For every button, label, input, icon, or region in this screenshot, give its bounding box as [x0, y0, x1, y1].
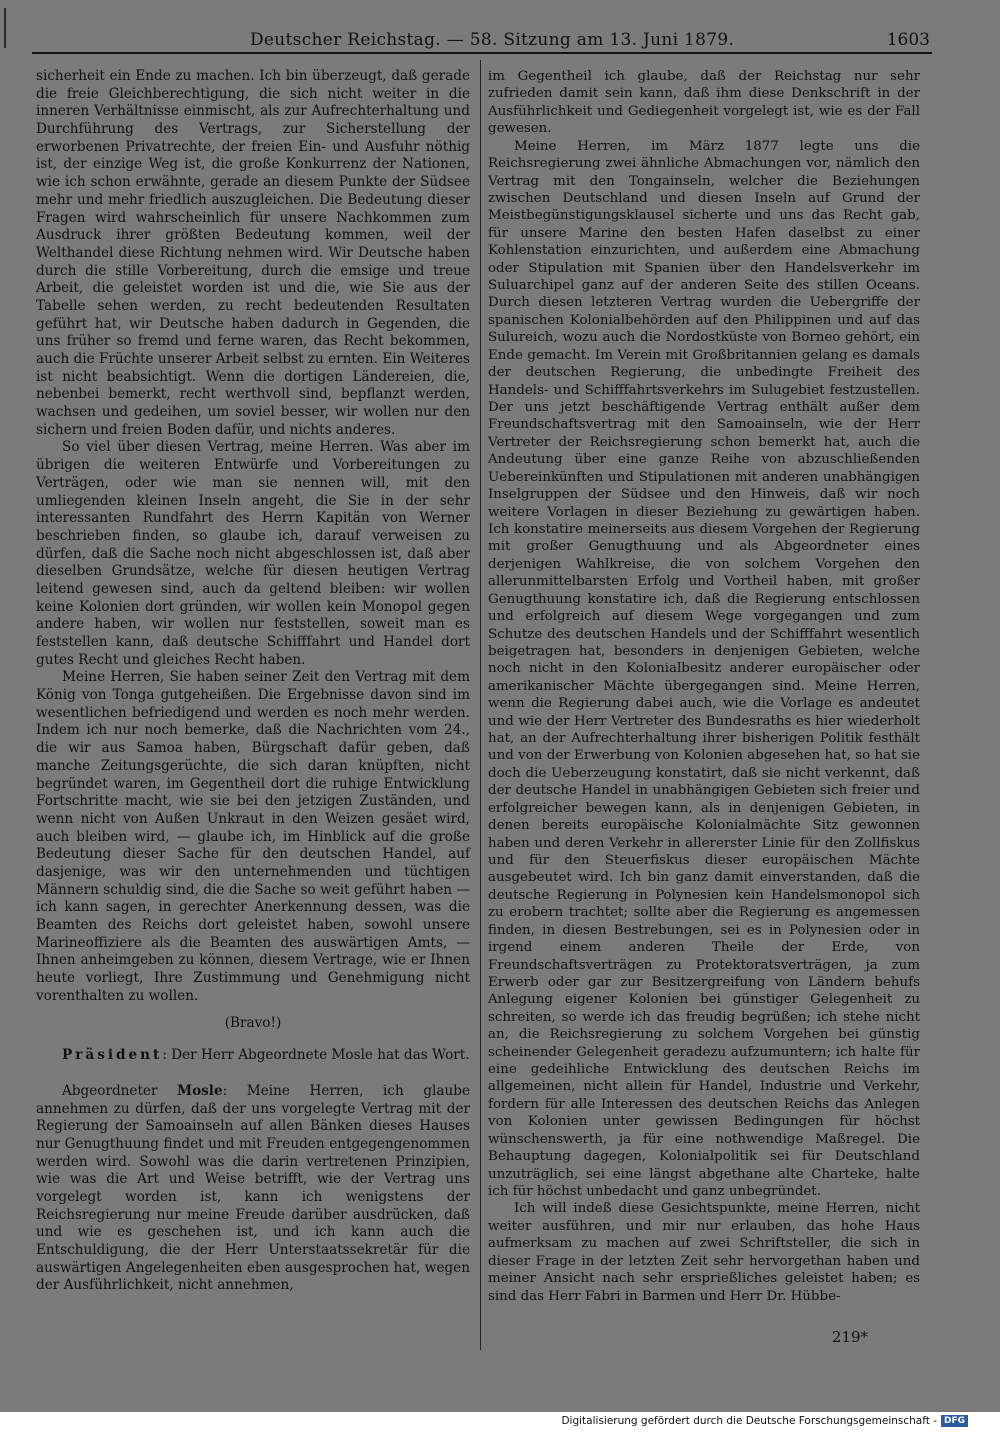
- speaker-name: Präsident: [62, 1047, 163, 1064]
- mosle-speech: [36, 1083, 470, 1295]
- paragraph: Ich will indeß diese Gesichtspunkte, meine Herren, nicht weiter ausführen, und mir nur erlauben, das hohe Haus aufmerksam zu machen auf zwei Schriftsteller, die sich in dieser Frage in der letzten Zeit sehr hervorgethan haben und meiner Ansicht nach sehr ersprießliches geleistet haben; es sind das Herr Fabri in Barmen und Herr Dr. Hübbe-: [488, 1201, 920, 1304]
- president-statement: [36, 1047, 470, 1065]
- page-edge-mark: [4, 8, 6, 48]
- header-rule: [32, 52, 932, 54]
- footer-credit: [561, 1415, 968, 1429]
- right-column: [488, 68, 920, 1305]
- speaker-name: Mosle: [177, 1082, 223, 1099]
- paragraph: im Gegentheil ich glaube, daß der Reichstag nur sehr zufrieden damit sein kann, daß ihm diese Denkschrift in der Ausführlichkeit und Gediegenheit vorgelegt ist, wie es der Fall gewesen.: [488, 69, 920, 137]
- paragraph: So viel über diesen Vertrag, meine Herren. Was aber im übrigen die weiteren Entwürfe und Vorbereitungen zu Verträgen, oder wie man sie nennen will, mit den umliegenden kleinen Inseln angeht, die Sie in der sehr interessanten Rundfahrt des Herrn Kapitän von Werner beschrieben finden, so glaube ich, darauf verweisen zu dürfen, daß die Sache noch nicht abgeschlossen ist, daß aber dieselben Grundsätze, welche für diesen heutigen Vertrag leitend gewesen sind, auch da geltend bleiben: wir wollen keine Kolonien dort gründen, wir wollen kein Monopol gegen andere haben, wir wollen nur feststellen, soweit man es feststellen kann, daß deutsche Schifffahrt und Handel dort gutes Recht und gleiches Recht haben.: [36, 439, 470, 668]
- page-header-title: Deutscher Reichstag. — 58. Sitzung am 13. Juni 1879.: [250, 30, 735, 50]
- speaker-prefix: Abgeordneter: [62, 1082, 178, 1099]
- page-number: 1603: [886, 30, 930, 50]
- paragraph: Meine Herren, Sie haben seiner Zeit den Vertrag mit dem König von Tonga gutgeheißen. Die Ergebnisse davon sind im wesentlichen befriedigend und werden es noch mehr werden. Indem ich nur noch bemerke, daß die Nachrichten vom 24., die wir aus Samoa haben, Bürgschaft dafür geben, daß manche Zeitungsgerüchte, die sich daran knüpften, nicht begründet waren, im Gegentheil dort die ruhige Entwicklung Fortschritte macht, wie sie bei den jetzigen Zuständen, und wenn nicht von Außen Unkraut in den Weizen gesäet wird, auch bleiben wird, — glaube ich, im Hinblick auf die große Bedeutung dieser Sache für den deutschen Handel, auf dasjenige, was wir den unternehmenden und tüchtigen Männern schuldig sind, die die Sache so weit geführt haben — ich kann sagen, in gerechter Anerkennung dessen, was die Beamten des Reichs dort geleistet haben, sowohl unsere Marineoffiziere als die Beamten des auswärtigen Amts, — Ihnen anheimgeben zu können, diesem Vertrage, wie er Ihnen heute vorliegt, Ihre Zustimmung und Genehmigung nicht vorenthalten zu wollen.: [36, 669, 470, 1004]
- dfg-logo: DFG: [941, 1415, 968, 1427]
- paragraph: sicherheit ein Ende zu machen. Ich bin überzeugt, daß gerade die freie Gleichberechtigung, die sich nicht weiter in die inneren Verhältnisse einmischt, als zur Aufrechterhaltung und Durchführung des Vertrags, zur Sicherstellung der erworbenen Privatrechte, der freien Ein- und Ausfuhr nöthig ist, der einzige Weg ist, die große Konkurrenz der Nationen, wie ich schon erwähnte, gerade an diesem Punkte der Südsee mehr und mehr friedlich auszugleichen. Die Bedeutung dieser Fragen wird wahrscheinlich für unsere Nachkommen zum Ausdruck ihrer größten Bedeutung kommen, weil der Welthandel diese Richtung nehmen wird. Wir Deutsche haben durch die stille Vorbereitung, durch die emsige und treue Arbeit, die geleistet worden ist und die, wie Sie aus der Tabelle sehen werden, zu recht bedeutenden Resultaten geführt hat, wir Deutsche haben dadurch in Gegenden, die uns früher so fremd und ferne waren, das Recht bekommen, auch die Früchte unserer Arbeit selbst zu ernten. Ein Weiteres ist nicht beabsichtigt. Wenn die dortigen Ländereien, die, nebenbei bemerkt, recht werthvoll sind, bepflanzt werden, wachsen und gedeihen, um soviel besser, wir wollen nur den sichern und freien Boden dafür, und nichts anderes.: [36, 68, 470, 438]
- footer-text: Digitalisierung gefördert durch die Deutsche Forschungsgemeinschaft -: [561, 1415, 937, 1427]
- paragraph: Meine Herren, im März 1877 legte uns die Reichsregierung zwei ähnliche Abmachungen vor, nämlich den Vertrag mit den Tongainseln, welcher die Beziehungen zwischen Deutschland und diesen Inseln auf Grund der Meistbegünstigungsklausel sicherte und uns das Recht gab, für unsere Marine den besten Hafen daselbst zu einer Kohlenstation einzurichten, und außerdem eine Abmachung oder Stipulation mit Spanien über den Handelsverkehr im Suluarchipel ganz auf der anderen Seite des stillen Oceans. Durch diesen letzteren Vertrag wurden die Uebergriffe der spanischen Kolonialbehörden auf den Philippinen und auf das Sulureich, wozu auch die Nordostküste von Borneo gehört, ein Ende gemacht. Im Verein mit Großbritannien gelang es damals der deutschen Regierung, die unbedingte Freiheit des Handels- und Schifffahrtsverkehrs im Sulugebiet festzustellen. Der uns jetzt beschäftigende Vertrag enthält außer dem Freundschaftsvertrag mit den Samoainseln, wie der Herr Vertreter der Reichsregierung schon bemerkt hat, auch die Andeutung über eine ganze Reihe von abzuschließenden Uebereinkünften und Stipulationen mit anderen unabhängigen Inselgruppen der Südsee und den Hinweis, daß wir noch weitere Vorlagen in dieser Beziehung zu gewärtigen haben. Ich konstatire meinerseits aus diesem Vorgehen der Regierung mit großer Genugthuung und als Abgeordneter eines derjenigen Wahlkreise, die von solchem Vorgehen den allerunmittelbarsten Erfolg und Vortheil haben, mit großer Genugthuung konstatire ich, daß die Regierung entschlossen und erfolgreich auf diesem Wege vorgegangen und zum Schutze des deutschen Handels und der Schifffahrt wesentlich beigetragen hat, besonders in denjenigen Gebieten, welche noch nicht in den Kolonialbesitz anderer europäischer oder amerikanischer Mächte übergegangen sind. Meine Herren, wenn die Regierung dabei auch, wie die Vorlage es andeutet und wie der Herr Vertreter des Bundesraths es hier wiederholt hat, an der Aufrechterhaltung ihrer bisherigen Politik festhält und von der Erwerbung von Kolonien abgesehen hat, so hat sie doch die Ueberzeugung konstatirt, daß sie nicht verkennt, daß der deutsche Handel in unabhängigen Gebieten sich freier und erfolgreicher bewegen kann, als in denjenigen Gebieten, in denen bereits europäische Kolonialmächte Sitz gewonnen haben und deren Verkehr in allererster Linie für den Zollfiskus und für den Steuerfiskus dieser europäischen Mächte ausgebeutet wird. Ich bin ganz damit einverstanden, daß die deutsche Regierung in Polynesien kein Handelsmonopol sich zu erobern trachtet; sollte aber die Regierung es angemessen finden, in diesen Bestrebungen, sei es in Polynesien oder in irgend einem anderen Theile der Erde, von Freundschaftsverträgen zu Protektoratsverträgen, ja zum Erwerb oder gar zur Besitzergreifung von Ländern behufs Anlegung eigener Kolonien bei günstiger Gelegenheit zu schreiten, so werde ich das freudig begrüßen; ich stehe nicht an, die Reichsregierung zu solchem Vorgehen bei günstig scheinender Gelegenheit geradezu aufzumuntern; ich halte für eine gedeihliche Entwicklung des deutschen Reichs im allgemeinen, nicht allein für Handel, Industrie und Verkehr, fordern für alle Interessen des deutschen Reichs das Anlegen von Kolonien unter gewissen Bedingungen für höchst wünschenswerth, ja für eine nothwendige Maßregel. Die Behauptung dagegen, Kolonialpolitik sei für Deutschland unzuträglich, sei eine längst abgethane alte Charteke, halte ich für höchst unbedacht und ganz unbegründet.: [488, 138, 920, 1199]
- column-divider: [480, 60, 481, 1350]
- signature-mark: 219*: [831, 1328, 869, 1346]
- bravo-interjection: (Bravo!): [224, 1015, 282, 1032]
- speech-text: : Meine Herren, ich glaube annehmen zu dürfen, daß der uns vorgelegte Vertrag mit der Regierung der Samoainseln auf allen Bänken dieses Hauses nur Genugthuung findet und mit Freuden entgegengenommen werden wird. Sowohl was die darin vertretenen Prinzipien, wie was die Art und Weise betrifft, wie der Vertrag uns vorgelegt worden ist, kann ich wenigstens der Reichsregierung nur meine Freude darüber ausdrücken, daß und wie es geschehen ist, und ich kann auch die Entschuldigung, die der Herr Unterstaatssekretär für die auswärtigen Angelegenheiten eben ausgesprochen hat, wegen der Ausführlichkeit, nicht annehmen,: [36, 1082, 470, 1294]
- left-column: [36, 68, 470, 1295]
- statement-text: : Der Herr Abgeordnete Mosle hat das Wort.: [162, 1047, 470, 1064]
